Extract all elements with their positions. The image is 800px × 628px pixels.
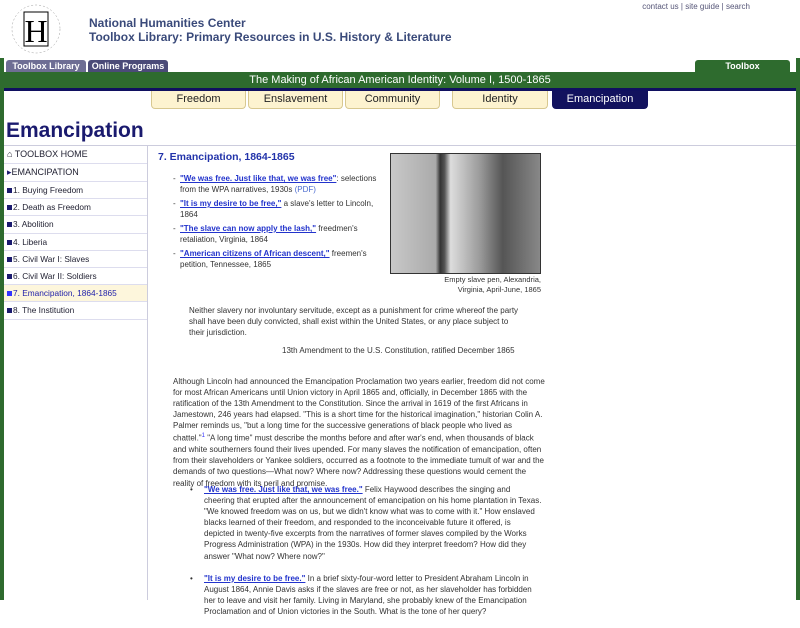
left-border bbox=[0, 58, 4, 600]
photo-caption: Empty slave pen, Alexandria, Virginia, April-June, 1865 bbox=[444, 275, 541, 294]
resource-link[interactable]: "American citizens of African descent," bbox=[180, 249, 330, 258]
svg-text:H: H bbox=[24, 13, 48, 49]
list-item bbox=[190, 484, 542, 562]
resource-link[interactable]: "It is my desire to be free." bbox=[204, 573, 306, 583]
tab-online-programs[interactable]: Online Programs bbox=[88, 60, 168, 72]
list-item bbox=[173, 173, 383, 195]
sidebar bbox=[4, 146, 147, 320]
list-item bbox=[173, 198, 383, 220]
contact-us-link[interactable]: contact us bbox=[642, 2, 679, 11]
quote-source: 13th Amendment to the U.S. Constitution, ratified December 1865 bbox=[282, 346, 515, 355]
volume-banner: The Making of African American Identity: Volume I, 1500-1865 bbox=[4, 72, 796, 88]
tab-toolbox-library[interactable]: Toolbox Library bbox=[6, 60, 86, 72]
page-title: Emancipation bbox=[6, 119, 144, 142]
library-subtitle[interactable]: Toolbox Library: Primary Resources in U.S. History & Literature bbox=[89, 30, 452, 44]
sidebar-item-8[interactable] bbox=[4, 302, 147, 319]
tab-identity[interactable]: Identity bbox=[452, 91, 548, 109]
square-bullet-icon bbox=[7, 308, 12, 313]
tab-toolbox[interactable]: Toolbox bbox=[695, 60, 790, 72]
sidebar-item-toolbox-home[interactable] bbox=[4, 146, 147, 164]
search-link[interactable]: search bbox=[725, 2, 750, 11]
sidebar-item-1[interactable] bbox=[4, 182, 147, 199]
sidebar-item-label: EMANCIPATION bbox=[11, 167, 79, 177]
resource-links bbox=[173, 173, 383, 273]
list-item bbox=[173, 223, 383, 245]
right-border bbox=[796, 58, 800, 600]
square-bullet-icon bbox=[7, 205, 12, 210]
link-desc: : selections from the WPA narratives, 1930s bbox=[180, 174, 377, 194]
tab-community[interactable]: Community bbox=[345, 91, 440, 109]
square-bullet-icon bbox=[7, 188, 12, 193]
sidebar-item-label: 8. The Institution bbox=[13, 305, 75, 316]
intro-text: "A long time" must describe the months before and after war's end, when thousands of black and white southerners found their lives upended. For many slaves the notification of emancipation, often from their slaveholders or Yankee soldiers, occurred as a footnote to the immediate tumult of war and the demands of two questions—What now? Where now? Addressing these questions would cement the reality of freedom with its peril and promise. bbox=[173, 434, 545, 488]
sidebar-item-emancipation[interactable] bbox=[4, 164, 147, 182]
pdf-link[interactable]: (PDF) bbox=[294, 185, 316, 194]
tab-enslavement[interactable]: Enslavement bbox=[248, 91, 343, 109]
sidebar-item-3[interactable] bbox=[4, 216, 147, 233]
sidebar-item-label: 2. Death as Freedom bbox=[13, 202, 91, 213]
square-bullet-icon bbox=[7, 274, 12, 279]
sidebar-item-5[interactable] bbox=[4, 251, 147, 268]
tab-emancipation[interactable]: Emancipation bbox=[552, 91, 648, 109]
link-desc: freedmen's retaliation, Virginia, 1864 bbox=[180, 224, 358, 244]
resource-desc: Felix Haywood describes the singing and cheering that erupted after the announcement of emancipation on his home plantation in Texas. "We knowed freedom was on us, but we didn't know what was to come with it." How enslaved blacks learned of their freedom, and responded to the inconceivable future it offered, is depicted in twenty-five excerpts from the narratives of former slaves compiled by the Works Progress Administration (WPA) in the 1930s. How did they interpret freedom? How did they answer "What now? Where now?" bbox=[204, 485, 542, 561]
resource-link[interactable]: "We was free. Just like that, we was free" bbox=[180, 174, 337, 183]
sidebar-item-label: 5. Civil War I: Slaves bbox=[13, 253, 90, 264]
square-bullet-icon bbox=[7, 240, 12, 245]
sidebar-item-6[interactable] bbox=[4, 268, 147, 285]
divider bbox=[147, 146, 148, 600]
org-name[interactable]: National Humanities Center bbox=[89, 16, 246, 30]
list-item bbox=[190, 573, 542, 617]
intro-text: Although Lincoln had announced the Emancipation Proclamation two years earlier, freedom did not come for most African Americans until Union victory in April 1865 and, officially, in December 1865 with the ratification of the 13th Amendment to the Constitution. Since the arrival in 1619 of the first Africans in Jamestown, 246 years had elapsed. "This is a short time for the historical imagination," historian Colin A. Palmer reminds us, "but a long time for the successive generations of black people who lived as chattel." bbox=[173, 377, 545, 444]
list-item bbox=[173, 248, 383, 270]
sidebar-item-7[interactable] bbox=[4, 285, 147, 302]
resource-link[interactable]: "We was free. Just like that, we was free." bbox=[204, 485, 363, 494]
link-desc: freemen's petition, Tennessee, 1865 bbox=[180, 249, 367, 269]
link-desc: a slave's letter to Lincoln, 1864 bbox=[180, 199, 374, 219]
sidebar-item-label: TOOLBOX HOME bbox=[14, 149, 88, 159]
resource-link[interactable]: "The slave can now apply the lash," bbox=[180, 224, 317, 233]
sidebar-item-label: 3. Abolition bbox=[13, 219, 54, 230]
sidebar-item-2[interactable] bbox=[4, 199, 147, 216]
square-bullet-icon bbox=[7, 291, 12, 296]
amendment-quote: Neither slavery nor involuntary servitude, except as a punishment for crime whereof the party shall have been duly convicted, shall exist within the United States, or any place subject to their jurisdiction. bbox=[189, 306, 519, 337]
site-guide-link[interactable]: site guide bbox=[685, 2, 720, 11]
triangle-right-icon: ▸ bbox=[7, 167, 12, 177]
resource-desc: In a brief sixty-four-word letter to President Abraham Lincoln in August 1864, Annie Davis asks if the slaves are free or not, as her slaveholder has forbidden her to leave and visit her family. Living in Maryland, she probably knew of the Emancipation Proclamation and of Union victories in the South. What is the tone of her query? bbox=[204, 573, 532, 616]
sidebar-item-label: 6. Civil War II: Soldiers bbox=[13, 270, 97, 281]
tab-freedom[interactable]: Freedom bbox=[151, 91, 246, 109]
sidebar-item-4[interactable] bbox=[4, 234, 147, 251]
utility-links: contact us | site guide | search bbox=[642, 2, 750, 11]
slave-pen-photo bbox=[390, 153, 541, 274]
resource-link[interactable]: "It is my desire to be free," bbox=[180, 199, 282, 208]
site-title bbox=[89, 16, 452, 44]
sidebar-item-label: 7. Emancipation, 1864-1865 bbox=[13, 288, 117, 299]
sidebar-item-label: 1. Buying Freedom bbox=[13, 185, 84, 195]
sidebar-item-label: 4. Liberia bbox=[13, 236, 48, 247]
footnote-link[interactable]: 1 bbox=[201, 433, 205, 440]
square-bullet-icon bbox=[7, 222, 12, 227]
intro-paragraph bbox=[173, 376, 545, 489]
section-title: 7. Emancipation, 1864-1865 bbox=[158, 151, 295, 163]
square-bullet-icon bbox=[7, 257, 12, 262]
home-icon: ⌂ bbox=[7, 149, 13, 159]
nhc-logo[interactable] bbox=[10, 2, 62, 56]
resource-descriptions bbox=[190, 484, 542, 628]
